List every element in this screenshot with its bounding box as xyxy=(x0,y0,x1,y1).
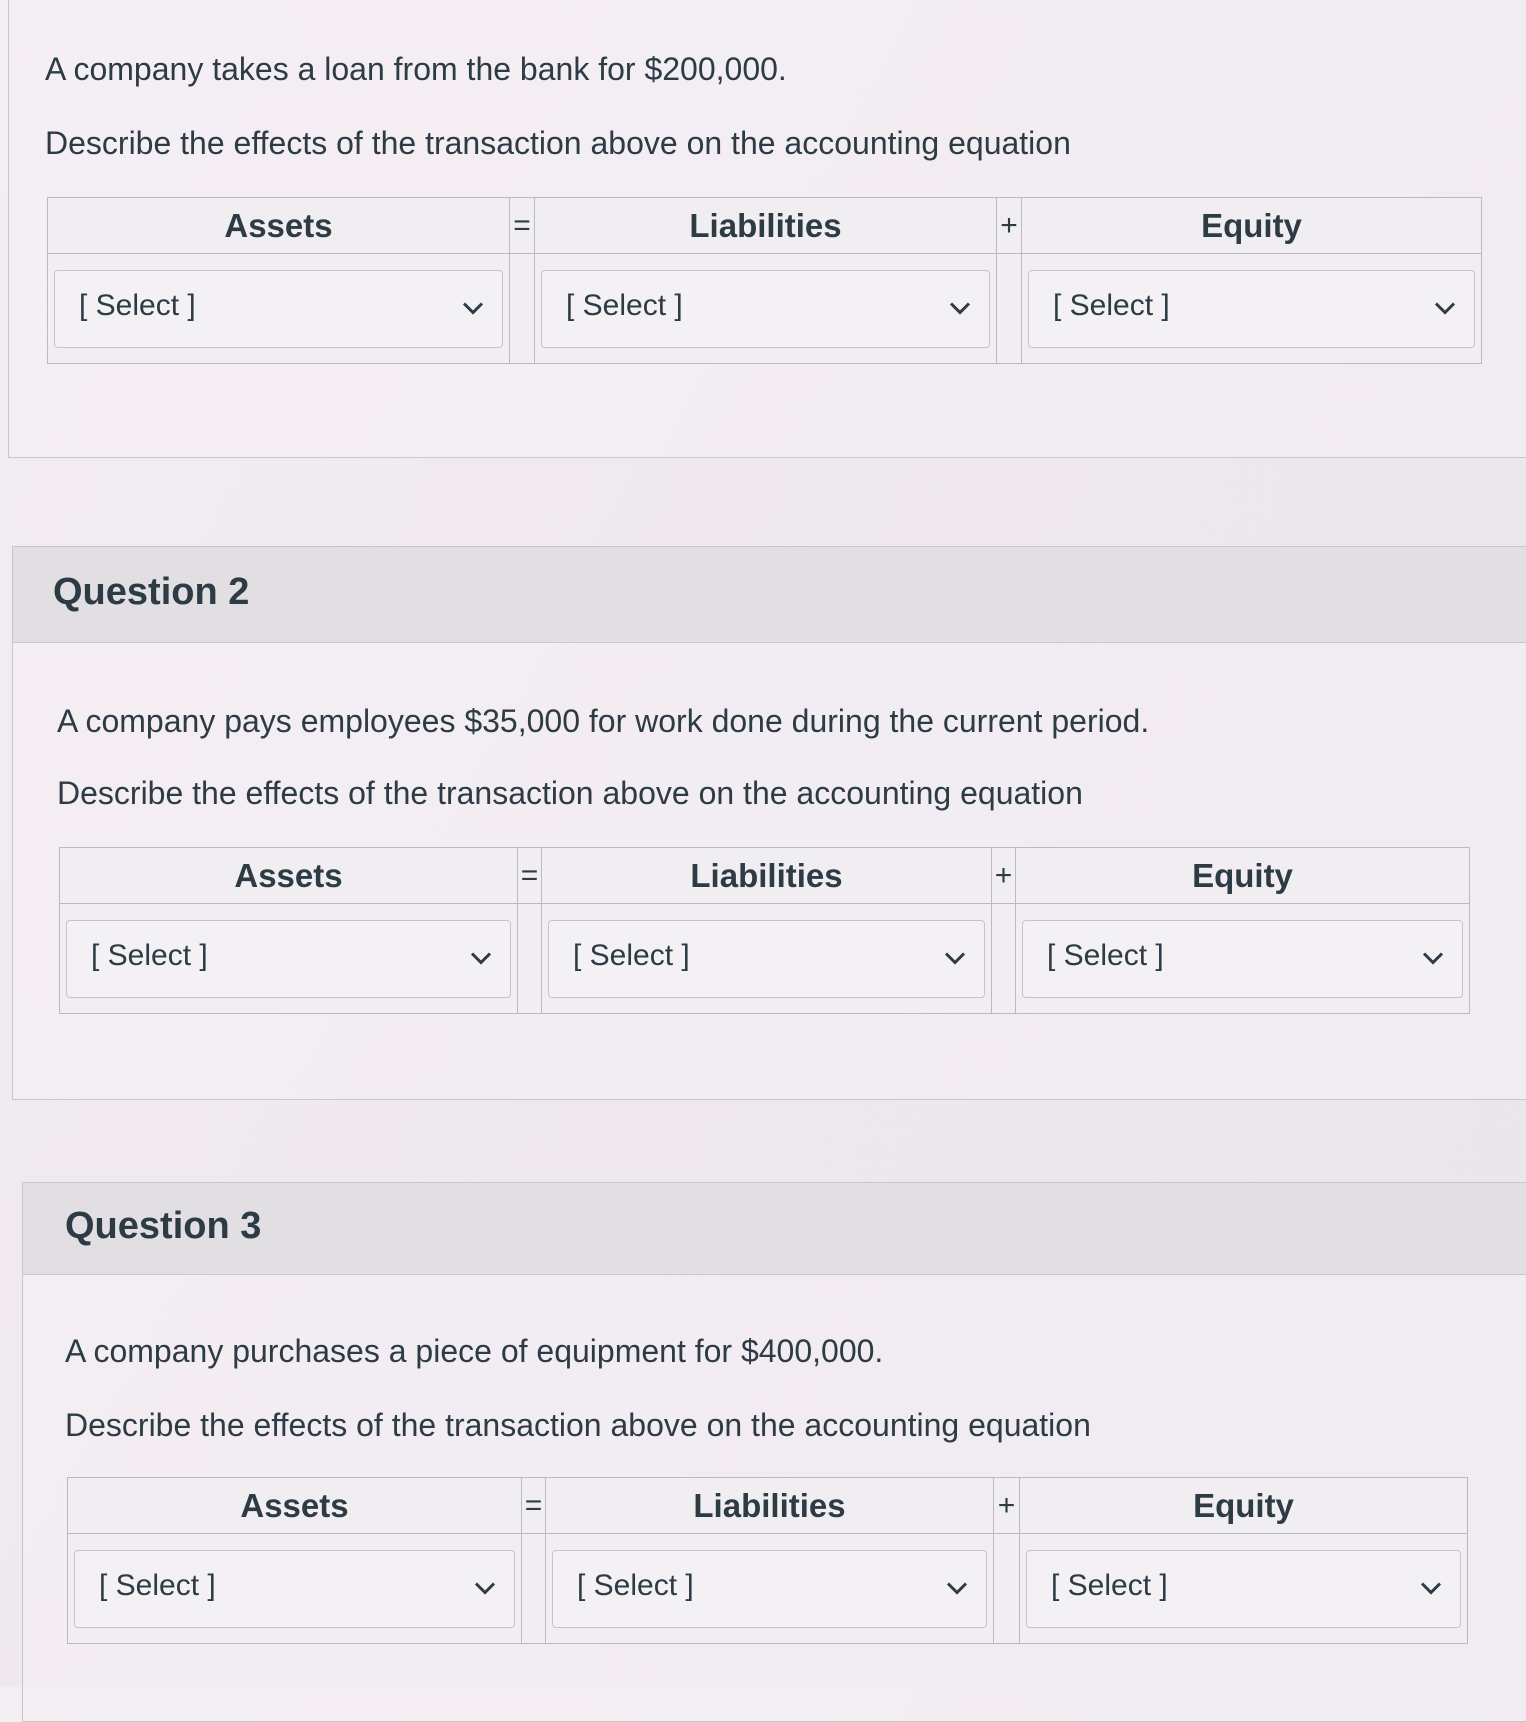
question-3-prompt: Describe the effects of the transaction above on the accounting equation xyxy=(65,1407,1091,1443)
assets-header: Assets xyxy=(60,848,518,904)
liabilities-select[interactable] xyxy=(541,270,990,348)
chevron-down-icon xyxy=(466,943,496,973)
chevron-down-icon xyxy=(940,943,970,973)
chevron-down-icon xyxy=(1418,943,1448,973)
equity-header: Equity xyxy=(1022,198,1482,254)
chevron-down-icon xyxy=(470,1573,500,1603)
equals-sign: = xyxy=(510,198,535,254)
question-3-statement: A company purchases a piece of equipment for $400,000. xyxy=(65,1333,884,1369)
liabilities-header: Liabilities xyxy=(535,198,997,254)
liabilities-select[interactable] xyxy=(548,920,985,998)
assets-select[interactable] xyxy=(74,1550,515,1628)
question-3-header xyxy=(23,1183,1526,1275)
question-3-title: Question 3 xyxy=(65,1205,262,1247)
select-placeholder: [ Select ] xyxy=(1051,1568,1168,1602)
chevron-down-icon xyxy=(1416,1573,1446,1603)
question-2-title: Question 2 xyxy=(53,571,250,613)
equity-select[interactable] xyxy=(1026,1550,1461,1628)
chevron-down-icon xyxy=(1430,293,1460,323)
question-2-equation-table xyxy=(59,847,1470,1014)
chevron-down-icon xyxy=(942,1573,972,1603)
plus-sign: + xyxy=(997,198,1022,254)
question-2-prompt: Describe the effects of the transaction above on the accounting equation xyxy=(57,775,1083,811)
select-placeholder: [ Select ] xyxy=(1053,288,1170,322)
chevron-down-icon xyxy=(945,293,975,323)
question-1-statement: A company takes a loan from the bank for $200,000. xyxy=(45,51,787,87)
assets-select[interactable] xyxy=(54,270,503,348)
question-1-equation-table xyxy=(47,197,1482,364)
plus-sign: + xyxy=(992,848,1016,904)
select-placeholder: [ Select ] xyxy=(91,938,208,972)
liabilities-header: Liabilities xyxy=(542,848,992,904)
liabilities-header: Liabilities xyxy=(546,1478,994,1534)
equals-sign: = xyxy=(522,1478,546,1534)
select-placeholder: [ Select ] xyxy=(573,938,690,972)
chevron-down-icon xyxy=(458,293,488,323)
question-2-statement: A company pays employees $35,000 for work done during the current period. xyxy=(57,703,1150,739)
question-1-prompt: Describe the effects of the transaction above on the accounting equation xyxy=(45,125,1071,161)
question-3-panel xyxy=(22,1182,1526,1722)
assets-header: Assets xyxy=(48,198,510,254)
equals-sign: = xyxy=(518,848,542,904)
question-1-panel xyxy=(8,0,1526,458)
liabilities-select[interactable] xyxy=(552,1550,987,1628)
select-placeholder: [ Select ] xyxy=(566,288,683,322)
select-placeholder: [ Select ] xyxy=(79,288,196,322)
equity-header: Equity xyxy=(1016,848,1470,904)
select-placeholder: [ Select ] xyxy=(99,1568,216,1602)
equity-header: Equity xyxy=(1020,1478,1468,1534)
select-placeholder: [ Select ] xyxy=(1047,938,1164,972)
equity-select[interactable] xyxy=(1022,920,1463,998)
assets-header: Assets xyxy=(68,1478,522,1534)
assets-select[interactable] xyxy=(66,920,511,998)
select-placeholder: [ Select ] xyxy=(577,1568,694,1602)
plus-sign: + xyxy=(994,1478,1020,1534)
equity-select[interactable] xyxy=(1028,270,1475,348)
question-3-equation-table xyxy=(67,1477,1468,1644)
question-2-header xyxy=(13,547,1526,643)
question-2-panel xyxy=(12,546,1526,1100)
